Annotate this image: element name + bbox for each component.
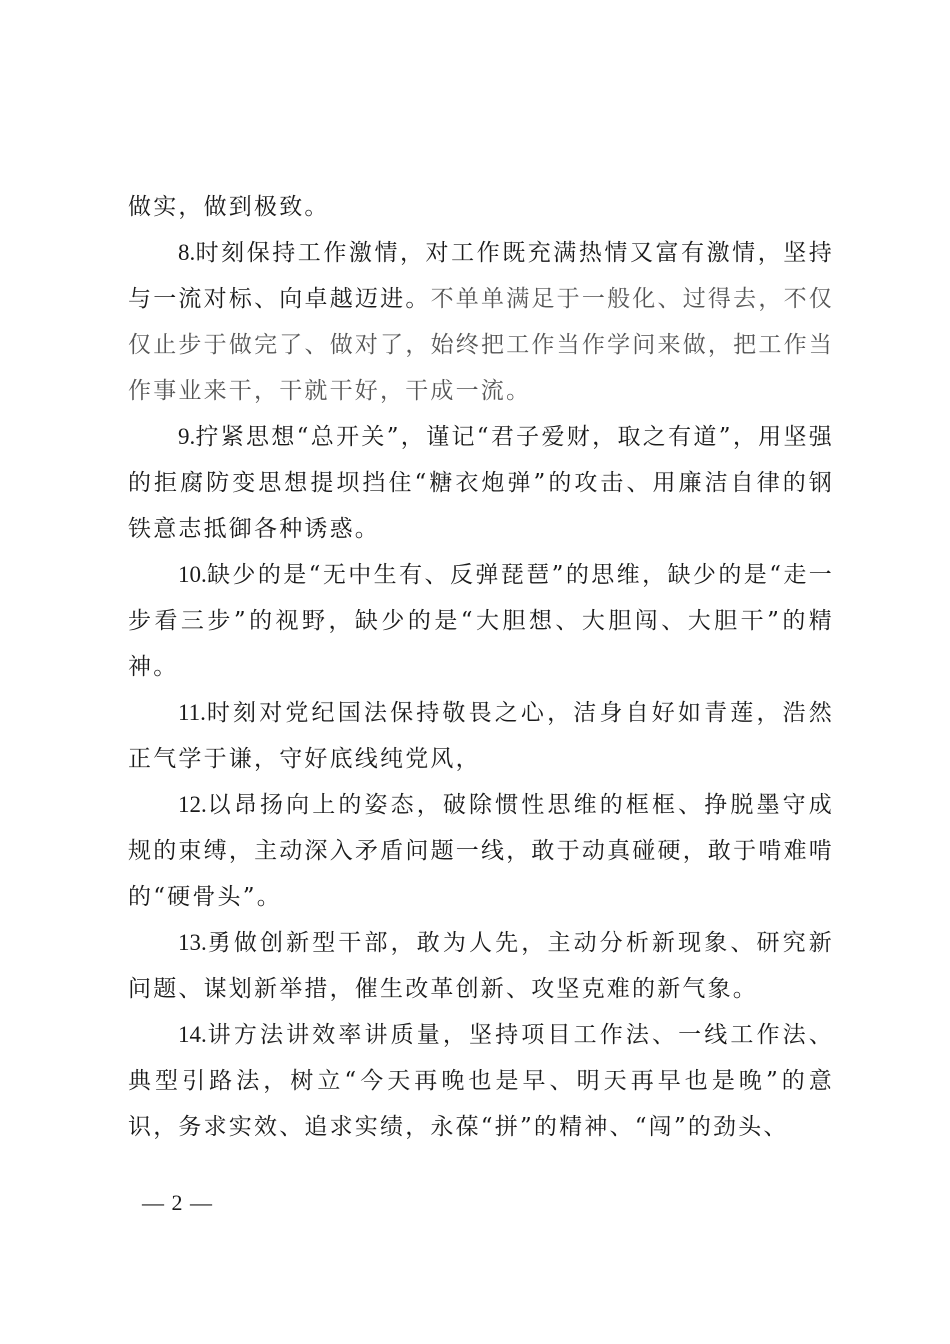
item-text: 勇做创新型干部，敢为人先，主动分析新现象、研究新问题、谋划新举措，催生改革创新、攻坚克难的新气象。 bbox=[128, 930, 834, 1002]
paragraph-continuation: 做实，做到极致。 bbox=[128, 194, 330, 220]
item-number: 9. bbox=[178, 424, 196, 449]
item-text: 拧紧思想“总开关”，谨记“君子爱财，取之有道”，用坚强的拒腐防变思想提坝挡住“糖衣炮弹”的攻击、用廉洁自律的钢铁意志抵御各种诱惑。 bbox=[128, 424, 834, 542]
item-text-gray: 不单单满足于一般化、过得去，不仅仅止步于做完了、做对了，始终把工作当作学问来做，把工作当作事业来干，干就干好，干成一流。 bbox=[128, 286, 834, 404]
item-text: 时刻对党纪国法保持敬畏之心，洁身自好如青莲，浩然正气学于谦，守好底线纯党风， bbox=[128, 700, 834, 772]
item-text: 以昂扬向上的姿态，破除惯性思维的框框、挣脱墨守成规的束缚，主动深入矛盾问题一线，敢于动真碰硬，敢于啃难啃的“硬骨头”。 bbox=[128, 792, 834, 910]
document-body bbox=[128, 184, 834, 1150]
paragraph-item-8 bbox=[128, 230, 834, 414]
paragraph-item-13 bbox=[128, 920, 834, 1012]
item-number: 13. bbox=[178, 930, 207, 955]
paragraph-item-9 bbox=[128, 414, 834, 552]
paragraph-item-11 bbox=[128, 690, 834, 782]
item-text: 讲方法讲效率讲质量，坚持项目工作法、一线工作法、典型引路法，树立“今天再晚也是早、明天再早也是晚”的意识，务求实效、追求实绩，永葆“拼”的精神、“闯”的劲头、 bbox=[128, 1022, 834, 1140]
item-number: 8. bbox=[178, 240, 196, 265]
item-number: 10. bbox=[178, 562, 207, 587]
paragraph-item-10 bbox=[128, 552, 834, 690]
paragraph-item-14 bbox=[128, 1012, 834, 1150]
item-number: 11. bbox=[178, 700, 206, 725]
item-text: 时刻保持工作激情，对工作既充满热情又富有激情，坚持与一流对标、向卓越迈进。 bbox=[128, 240, 834, 312]
item-number: 12. bbox=[178, 792, 207, 817]
item-text: 缺少的是“无中生有、反弹琵琶”的思维，缺少的是“走一步看三步”的视野，缺少的是“大胆想、大胆闯、大胆干”的精神。 bbox=[128, 562, 834, 680]
page-number: — 2 — bbox=[142, 1190, 213, 1215]
item-number: 14. bbox=[178, 1022, 207, 1047]
paragraph-item-12 bbox=[128, 782, 834, 920]
